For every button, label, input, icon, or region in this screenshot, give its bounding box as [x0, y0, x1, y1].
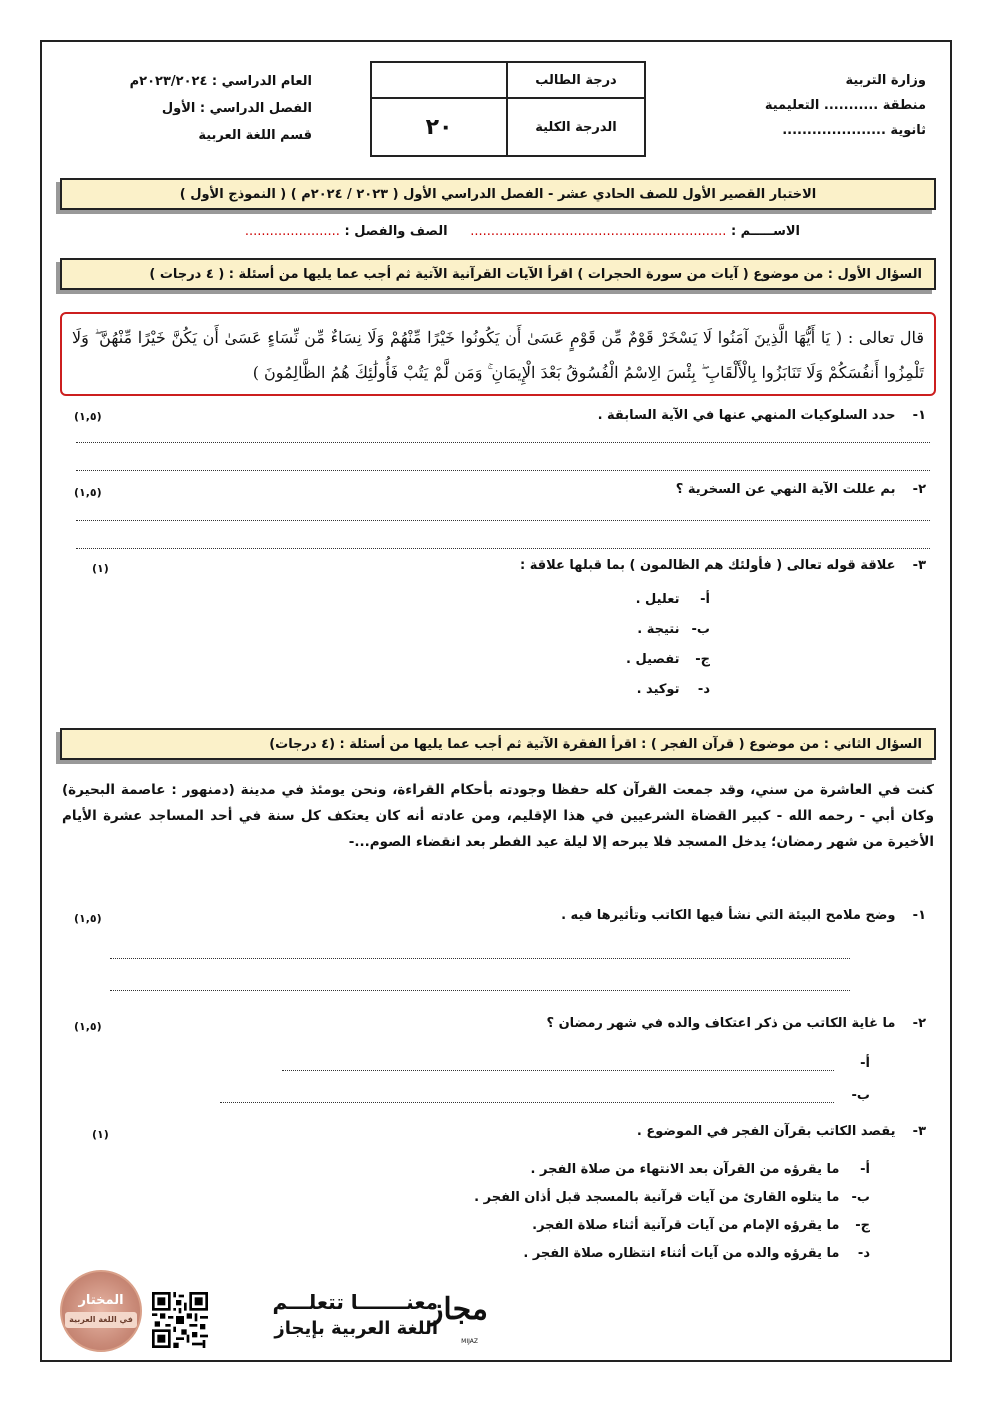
q2-option-c[interactable]: [532, 1218, 870, 1233]
answer-line[interactable]: [76, 520, 930, 521]
option-text: ما يقرؤه الإمام من آيات قرآنية أثناء صلاة الفجر.: [532, 1218, 840, 1233]
exam-title: الاختبار القصير الأول للصف الحادي عشر - الفصل الدراسي الأول ( ٢٠٢٣ / ٢٠٢٤م ) ( النموذج الأول ): [179, 186, 817, 202]
question2-header-text: السؤال الثاني : من موضوع ( قرآن الفجر ) : اقرأ الفقرة الآتية ثم أجب عما يليها من أسئلة : (٤ درجات): [269, 736, 922, 752]
answer-line[interactable]: [110, 958, 850, 959]
exam-title-bar: [60, 178, 936, 210]
q2-item-2: [547, 1016, 927, 1031]
ministry-label: وزارة التربية: [845, 73, 926, 88]
question2-header: [60, 728, 936, 760]
footer-branding: [60, 1262, 490, 1352]
question1-header: [60, 258, 936, 290]
q1-item-1: [598, 408, 926, 423]
option-letter: ج-: [695, 652, 710, 667]
answer-line[interactable]: [220, 1102, 834, 1103]
q1-item-1-text: حدد السلوكيات المنهي عنها في الآية السابقة .: [597, 408, 896, 423]
q2-sub-a-label: أ-: [860, 1056, 870, 1071]
student-info-line: [245, 224, 800, 239]
name-label: الاســـــم :: [730, 224, 800, 239]
answer-line[interactable]: [282, 1070, 834, 1071]
q2-item-3: [637, 1124, 926, 1139]
q1-item-3-text: علاقة قوله تعالى ( فأولئك هم الظالمون ) بما قبلها علاقة :: [519, 558, 896, 573]
q2-option-b[interactable]: [474, 1190, 870, 1205]
total-grade-label: الدرجة الكلية: [507, 98, 645, 156]
option-letter: د-: [697, 682, 710, 697]
region-label: منطقة ........... التعليمية: [764, 98, 926, 113]
q1-option-a[interactable]: [636, 592, 710, 607]
q2-item-3-text: يقصد الكاتب بقرآن الفجر في الموضوع .: [636, 1124, 896, 1139]
semester-label: الفصل الدراسي : الأول: [161, 101, 312, 116]
reading-passage: [62, 777, 934, 855]
quran-verse: قال تعالى : ( يَا أَيُّهَا الَّذِينَ آمَنُوا لَا يَسْخَرْ قَوْمٌ مِّن قَوْمٍ عَسَىٰ أَن يَكُونُوا خَيْرًا مِّنْهُمْ وَلَا نِسَاءٌ مِّن نِّسَاءٍ عَسَىٰ أَن يَكُنَّ خَيْرًا مِّنْهُنَّ ۖ وَلَا تَلْمِزُوا أَنفُسَكُمْ وَلَا تَنَابَزُوا بِالْأَلْقَابِ ۖ بِئْسَ الِاسْمُ الْفُسُوقُ بَعْدَ الْإِيمَانِ ۚ وَمَن لَّمْ يَتُبْ فَأُولَٰئِكَ هُمُ الظَّالِمُونَ ): [72, 328, 924, 382]
option-letter: أ-: [860, 1162, 870, 1177]
q1-option-c[interactable]: [626, 652, 710, 667]
q1-item-3-mark: (١): [92, 562, 109, 575]
q2-item-1-num: ١-: [912, 908, 926, 923]
question1-header-text: السؤال الأول : من موضوع ( آيات من سورة الحجرات ) اقرأ الآيات القرآنية الآتية ثم أجب عما يليها من أسئلة : ( ٤ درجات ): [149, 266, 922, 282]
q1-item-1-mark: (١,٥): [74, 410, 102, 423]
name-field[interactable]: ..............................................................: [470, 224, 727, 239]
q2-item-3-num: ٣-: [912, 1124, 926, 1139]
grade-table: [370, 61, 646, 157]
brand-slogan: معنـــــــا تتعلـــم: [272, 1290, 438, 1314]
department-label: قسم اللغة العربية: [198, 128, 312, 143]
school-label: ثانوية .....................: [782, 123, 926, 138]
answer-line[interactable]: [76, 470, 930, 471]
brand-block: [218, 1286, 488, 1350]
q1-item-3-num: ٣-: [912, 558, 926, 573]
class-label: الصف والفصل :: [344, 224, 448, 239]
q2-item-1: [561, 908, 926, 923]
option-text: ما يقرؤه من القرآن بعد الانتهاء من صلاة الفجر .: [530, 1162, 840, 1177]
option-letter: د-: [857, 1246, 870, 1261]
option-text: تعليل .: [635, 592, 680, 607]
q2-item-2-mark: (١,٥): [74, 1020, 102, 1033]
q2-item-1-mark: (١,٥): [74, 912, 102, 925]
answer-line[interactable]: [76, 442, 930, 443]
q2-sub-b-label: ب-: [851, 1088, 870, 1103]
option-text: توكيد .: [636, 682, 680, 697]
student-grade-value[interactable]: [371, 62, 507, 98]
passage-text: كنت في العاشرة من سني، وقد جمعت القرآن كله حفظا وجودته بأحكام القراءة، ونحن يومئذ في مدينة (دمنهور : عاصمة البحيرة) وكان أبي - رحمه الله - كبير القضاة الشرعيين في هذا الإقليم، ومن عادته أنه كان يعتكف كل سنة في أحد المساجد عشرة الأيام الأخيرة من شهر رمضان؛ يدخل المسجد فلا يبرحه إلا ليلة عيد الفطر بعد انقضاء الصوم...-: [62, 782, 934, 850]
option-text: ما يتلوه القارئ من آيات قرآنية بالمسجد قبل أذان الفجر .: [474, 1190, 840, 1205]
quran-verse-box: [60, 312, 936, 396]
badge-subtitle: في اللغة العربية: [65, 1312, 137, 1328]
q2-option-a[interactable]: [531, 1162, 870, 1177]
q2-item-3-mark: (١): [92, 1128, 109, 1141]
option-text: نتيجة .: [637, 622, 680, 637]
brand-logo-icon: مجاز: [428, 1292, 488, 1327]
exam-page: [40, 40, 952, 1362]
q1-item-2-num: ٢-: [912, 482, 926, 497]
q1-option-b[interactable]: [637, 622, 710, 637]
q1-option-d[interactable]: [637, 682, 710, 697]
student-grade-label: درجة الطالب: [507, 62, 645, 98]
q2-item-2-num: ٢-: [912, 1016, 926, 1031]
answer-line[interactable]: [76, 548, 930, 549]
academic-year: العام الدراسي : ٢٠٢٣/٢٠٢٤م: [129, 74, 312, 89]
option-letter: ج-: [855, 1218, 870, 1233]
q1-item-3: [520, 558, 926, 573]
option-letter: ب-: [691, 622, 710, 637]
q2-item-2-text: ما غاية الكاتب من ذكر اعتكاف والده في شهر رمضان ؟: [546, 1016, 896, 1031]
total-grade-value: ٢٠: [371, 98, 507, 156]
option-text: ما يقرؤه والده من آيات أثناء انتظاره صلاة الفجر .: [523, 1246, 840, 1261]
brand-sub: MIJAZ: [461, 1338, 478, 1345]
qr-code-icon[interactable]: [152, 1292, 208, 1348]
q1-item-2-mark: (١,٥): [74, 486, 102, 499]
header-year-info: [82, 68, 312, 149]
q1-item-2: [676, 482, 926, 497]
q1-item-1-num: ١-: [912, 408, 926, 423]
option-text: تفصيل .: [626, 652, 680, 667]
option-letter: ب-: [851, 1190, 870, 1205]
header-school-info: [696, 68, 926, 143]
badge-title: المختار: [78, 1293, 124, 1308]
q1-item-2-text: بم عللت الآية النهي عن السخرية ؟: [675, 482, 896, 497]
class-field[interactable]: .......................: [244, 224, 340, 239]
q2-item-1-text: وضح ملامح البيئة التي نشأ فيها الكاتب وتأثيرها فيه .: [561, 908, 896, 923]
brand-tagline: اللغة العربية بإيجاز: [274, 1318, 438, 1339]
q2-option-d[interactable]: [523, 1246, 870, 1261]
option-letter: أ-: [700, 592, 710, 607]
answer-line[interactable]: [110, 990, 850, 991]
logo-badge-icon: [60, 1270, 142, 1352]
